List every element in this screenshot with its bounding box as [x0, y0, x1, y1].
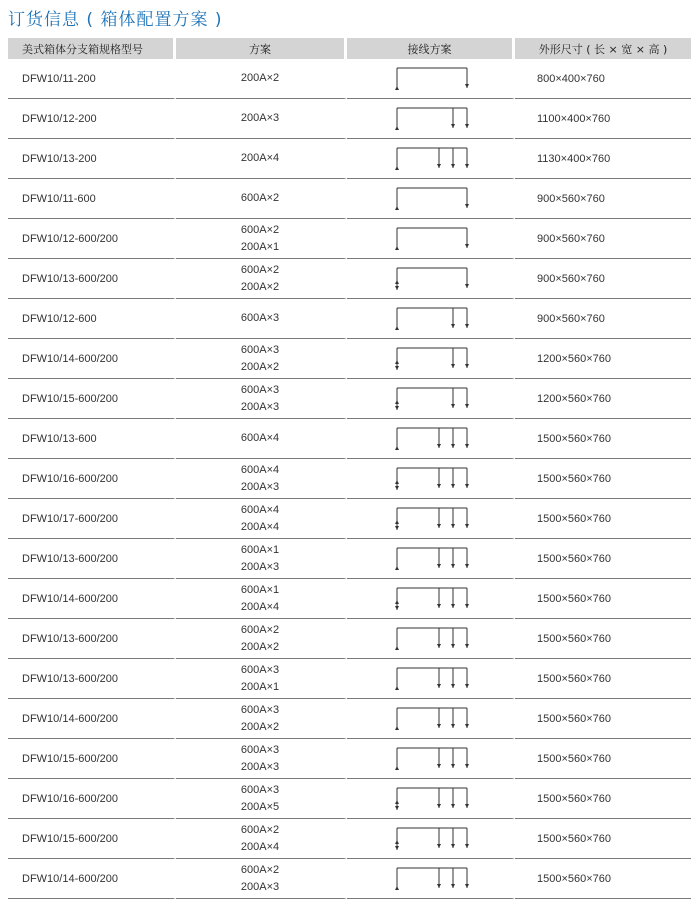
- order-table: [8, 38, 691, 899]
- wiring-arrow-up-icon: [395, 326, 399, 330]
- wiring-arrow-up-icon: [395, 206, 399, 210]
- wiring-arrow-down-icon: [465, 204, 469, 208]
- table-row: [8, 539, 691, 579]
- scheme-line: 600A×3: [240, 743, 280, 756]
- wiring-cell: [347, 699, 515, 739]
- wiring-arrow-up-icon: [395, 566, 399, 570]
- dims-cell: 1500×560×760: [515, 419, 691, 459]
- wiring-arrow-down-icon: [437, 764, 441, 768]
- scheme-line: 600A×1: [240, 583, 280, 596]
- wiring-cell: [347, 819, 515, 859]
- page-title: 订货信息 ( 箱体配置方案 ): [8, 10, 223, 30]
- wiring-diagram: [393, 544, 473, 574]
- wiring-cell: [347, 139, 515, 179]
- wiring-diagram: [393, 824, 473, 854]
- wiring-diagram: [393, 144, 473, 174]
- model-cell: DFW10/16-600/200: [8, 779, 176, 819]
- wiring-arrow-down-icon: [451, 164, 455, 168]
- dims-cell: 800×400×760: [515, 59, 691, 99]
- wiring-arrow-down-icon: [465, 804, 469, 808]
- wiring-arrow-up-icon: [395, 726, 399, 730]
- dims-cell: 1500×560×760: [515, 699, 691, 739]
- scheme-line: 200A×4: [240, 152, 280, 164]
- scheme-cell: [176, 139, 347, 179]
- scheme-line: 200A×3: [240, 880, 280, 893]
- wiring-arrow-down-icon: [395, 366, 399, 370]
- scheme-line: 200A×2: [240, 720, 280, 733]
- wiring-diagram: [393, 224, 473, 254]
- scheme-cell: [176, 699, 347, 739]
- wiring-arrow-up-icon: [395, 446, 399, 450]
- wiring-arrow-down-icon: [451, 604, 455, 608]
- wiring-arrow-down-icon: [465, 644, 469, 648]
- header-scheme: 方案: [176, 38, 347, 59]
- wiring-arrow-down-icon: [451, 524, 455, 528]
- model-cell: DFW10/15-600/200: [8, 819, 176, 859]
- wiring-diagram: [393, 744, 473, 774]
- wiring-diagram: [393, 184, 473, 214]
- wiring-diagram: [393, 784, 473, 814]
- wiring-cell: [347, 59, 515, 99]
- dims-cell: 1500×560×760: [515, 499, 691, 539]
- model-cell: DFW10/13-200: [8, 139, 176, 179]
- scheme-line: 200A×4: [240, 600, 280, 613]
- wiring-diagram: [393, 344, 473, 374]
- dims-cell: 1500×560×760: [515, 819, 691, 859]
- wiring-cell: [347, 259, 515, 299]
- dims-cell: 900×560×760: [515, 219, 691, 259]
- scheme-cell: [176, 219, 347, 259]
- wiring-arrow-down-icon: [437, 444, 441, 448]
- model-cell: DFW10/17-600/200: [8, 499, 176, 539]
- wiring-cell: [347, 539, 515, 579]
- table-header-row: [8, 38, 691, 59]
- wiring-arrow-down-icon: [395, 846, 399, 850]
- wiring-arrow-down-icon: [465, 884, 469, 888]
- wiring-arrow-down-icon: [395, 606, 399, 610]
- wiring-arrow-up-icon: [395, 360, 399, 364]
- scheme-line: 200A×5: [240, 800, 280, 813]
- header-wiring: 接线方案: [347, 38, 515, 59]
- model-cell: DFW10/13-600/200: [8, 619, 176, 659]
- wiring-cell: [347, 739, 515, 779]
- wiring-arrow-down-icon: [437, 164, 441, 168]
- wiring-arrow-down-icon: [465, 484, 469, 488]
- table-row: [8, 299, 691, 339]
- wiring-arrow-up-icon: [395, 800, 399, 804]
- scheme-cell: [176, 419, 347, 459]
- wiring-diagram: [393, 504, 473, 534]
- model-cell: DFW10/13-600/200: [8, 659, 176, 699]
- model-cell: DFW10/11-600: [8, 179, 176, 219]
- wiring-arrow-down-icon: [437, 724, 441, 728]
- scheme-line: 600A×2: [240, 863, 280, 876]
- model-cell: DFW10/12-600: [8, 299, 176, 339]
- wiring-diagram: [393, 624, 473, 654]
- wiring-diagram: [393, 64, 473, 94]
- scheme-cell: [176, 739, 347, 779]
- wiring-arrow-down-icon: [465, 444, 469, 448]
- dims-cell: 1500×560×760: [515, 619, 691, 659]
- wiring-cell: [347, 419, 515, 459]
- wiring-arrow-down-icon: [395, 526, 399, 530]
- wiring-arrow-down-icon: [465, 524, 469, 528]
- table-row: [8, 139, 691, 179]
- table-row: [8, 179, 691, 219]
- table-row: [8, 259, 691, 299]
- wiring-arrow-down-icon: [451, 884, 455, 888]
- wiring-cell: [347, 619, 515, 659]
- wiring-diagram: [393, 384, 473, 414]
- scheme-line: 200A×2: [240, 640, 280, 653]
- dims-cell: 1500×560×760: [515, 459, 691, 499]
- wiring-arrow-down-icon: [451, 644, 455, 648]
- scheme-line: 600A×3: [240, 312, 280, 324]
- table-row: [8, 499, 691, 539]
- scheme-line: 200A×3: [240, 480, 280, 493]
- wiring-arrow-down-icon: [465, 604, 469, 608]
- table-row: [8, 219, 691, 259]
- scheme-cell: [176, 619, 347, 659]
- wiring-arrow-up-icon: [395, 246, 399, 250]
- table-row: [8, 739, 691, 779]
- wiring-diagram: [393, 264, 473, 294]
- scheme-line: 600A×4: [240, 432, 280, 444]
- scheme-line: 600A×2: [240, 623, 280, 636]
- scheme-line: 200A×4: [240, 520, 280, 533]
- wiring-arrow-up-icon: [395, 166, 399, 170]
- scheme-line: 200A×3: [240, 112, 280, 124]
- table-row: [8, 59, 691, 99]
- wiring-arrow-down-icon: [465, 244, 469, 248]
- wiring-arrow-down-icon: [465, 84, 469, 88]
- wiring-diagram: [393, 664, 473, 694]
- table-row: [8, 339, 691, 379]
- wiring-arrow-down-icon: [451, 844, 455, 848]
- scheme-cell: [176, 859, 347, 899]
- wiring-arrow-down-icon: [465, 404, 469, 408]
- table-row: [8, 459, 691, 499]
- wiring-diagram: [393, 464, 473, 494]
- dims-cell: 1500×560×760: [515, 739, 691, 779]
- table-row: [8, 779, 691, 819]
- wiring-diagram: [393, 304, 473, 334]
- wiring-arrow-up-icon: [395, 686, 399, 690]
- model-cell: DFW10/16-600/200: [8, 459, 176, 499]
- scheme-cell: [176, 459, 347, 499]
- table-row: [8, 699, 691, 739]
- wiring-arrow-down-icon: [465, 564, 469, 568]
- scheme-cell: [176, 499, 347, 539]
- scheme-cell: [176, 259, 347, 299]
- wiring-arrow-up-icon: [395, 646, 399, 650]
- dims-cell: 900×560×760: [515, 259, 691, 299]
- scheme-line: 600A×2: [240, 192, 280, 204]
- wiring-arrow-down-icon: [395, 806, 399, 810]
- wiring-cell: [347, 499, 515, 539]
- wiring-arrow-down-icon: [437, 604, 441, 608]
- table-row: [8, 99, 691, 139]
- scheme-cell: [176, 659, 347, 699]
- scheme-cell: [176, 819, 347, 859]
- scheme-line: 600A×3: [240, 663, 280, 676]
- wiring-cell: [347, 299, 515, 339]
- wiring-arrow-down-icon: [465, 284, 469, 288]
- wiring-arrow-down-icon: [451, 124, 455, 128]
- scheme-line: 600A×3: [240, 343, 280, 356]
- scheme-line: 200A×4: [240, 840, 280, 853]
- scheme-line: 600A×3: [240, 703, 280, 716]
- wiring-arrow-up-icon: [395, 280, 399, 284]
- scheme-cell: [176, 59, 347, 99]
- wiring-cell: [347, 779, 515, 819]
- scheme-cell: [176, 339, 347, 379]
- wiring-arrow-down-icon: [437, 484, 441, 488]
- wiring-arrow-up-icon: [395, 840, 399, 844]
- wiring-arrow-up-icon: [395, 126, 399, 130]
- model-cell: DFW10/14-600/200: [8, 579, 176, 619]
- wiring-cell: [347, 339, 515, 379]
- wiring-arrow-down-icon: [451, 764, 455, 768]
- wiring-arrow-down-icon: [451, 364, 455, 368]
- wiring-cell: [347, 179, 515, 219]
- wiring-diagram: [393, 424, 473, 454]
- wiring-arrow-down-icon: [451, 684, 455, 688]
- dims-cell: 1100×400×760: [515, 99, 691, 139]
- table-row: [8, 619, 691, 659]
- scheme-cell: [176, 179, 347, 219]
- scheme-line: 600A×3: [240, 383, 280, 396]
- wiring-arrow-down-icon: [395, 406, 399, 410]
- wiring-arrow-down-icon: [465, 124, 469, 128]
- scheme-line: 200A×1: [240, 680, 280, 693]
- wiring-arrow-down-icon: [437, 884, 441, 888]
- wiring-arrow-down-icon: [451, 804, 455, 808]
- dims-cell: 1500×560×760: [515, 859, 691, 899]
- wiring-arrow-down-icon: [437, 564, 441, 568]
- scheme-line: 600A×2: [240, 223, 280, 236]
- wiring-arrow-down-icon: [451, 444, 455, 448]
- wiring-arrow-down-icon: [465, 844, 469, 848]
- model-cell: DFW10/13-600/200: [8, 259, 176, 299]
- dims-cell: 1200×560×760: [515, 339, 691, 379]
- scheme-cell: [176, 579, 347, 619]
- model-cell: DFW10/13-600/200: [8, 539, 176, 579]
- header-dims: 外形尺寸 ( 长 × 宽 × 高 ): [515, 38, 691, 59]
- model-cell: DFW10/15-600/200: [8, 379, 176, 419]
- dims-cell: 1500×560×760: [515, 779, 691, 819]
- scheme-line: 600A×4: [240, 503, 280, 516]
- model-cell: DFW10/14-600/200: [8, 859, 176, 899]
- scheme-line: 600A×1: [240, 543, 280, 556]
- wiring-cell: [347, 459, 515, 499]
- wiring-cell: [347, 579, 515, 619]
- wiring-arrow-down-icon: [465, 724, 469, 728]
- scheme-line: 200A×2: [240, 360, 280, 373]
- scheme-cell: [176, 299, 347, 339]
- model-cell: DFW10/12-600/200: [8, 219, 176, 259]
- wiring-arrow-down-icon: [465, 164, 469, 168]
- wiring-cell: [347, 379, 515, 419]
- dims-cell: 1200×560×760: [515, 379, 691, 419]
- model-cell: DFW10/11-200: [8, 59, 176, 99]
- wiring-arrow-down-icon: [437, 524, 441, 528]
- table-row: [8, 379, 691, 419]
- scheme-line: 200A×3: [240, 760, 280, 773]
- scheme-line: 200A×2: [240, 72, 280, 84]
- wiring-cell: [347, 659, 515, 699]
- table-row: [8, 579, 691, 619]
- scheme-cell: [176, 379, 347, 419]
- dims-cell: 1130×400×760: [515, 139, 691, 179]
- scheme-line: 200A×2: [240, 280, 280, 293]
- wiring-diagram: [393, 864, 473, 894]
- scheme-line: 600A×3: [240, 783, 280, 796]
- wiring-arrow-down-icon: [451, 404, 455, 408]
- wiring-arrow-up-icon: [395, 766, 399, 770]
- wiring-arrow-down-icon: [451, 324, 455, 328]
- wiring-diagram: [393, 104, 473, 134]
- wiring-arrow-up-icon: [395, 520, 399, 524]
- scheme-line: 600A×2: [240, 263, 280, 276]
- model-cell: DFW10/14-600/200: [8, 699, 176, 739]
- dims-cell: 900×560×760: [515, 299, 691, 339]
- scheme-line: 200A×3: [240, 560, 280, 573]
- dims-cell: 1500×560×760: [515, 579, 691, 619]
- wiring-arrow-up-icon: [395, 886, 399, 890]
- wiring-arrow-up-icon: [395, 400, 399, 404]
- wiring-cell: [347, 219, 515, 259]
- scheme-cell: [176, 779, 347, 819]
- dims-cell: 1500×560×760: [515, 539, 691, 579]
- wiring-arrow-up-icon: [395, 480, 399, 484]
- table-row: [8, 819, 691, 859]
- wiring-arrow-down-icon: [451, 724, 455, 728]
- table-row: [8, 659, 691, 699]
- scheme-cell: [176, 99, 347, 139]
- model-cell: DFW10/15-600/200: [8, 739, 176, 779]
- scheme-cell: [176, 539, 347, 579]
- wiring-arrow-down-icon: [395, 286, 399, 290]
- wiring-arrow-down-icon: [437, 684, 441, 688]
- wiring-diagram: [393, 584, 473, 614]
- table-row: [8, 859, 691, 899]
- wiring-arrow-down-icon: [451, 564, 455, 568]
- table-row: [8, 419, 691, 459]
- wiring-arrow-down-icon: [437, 644, 441, 648]
- scheme-line: 600A×4: [240, 463, 280, 476]
- wiring-arrow-down-icon: [437, 804, 441, 808]
- wiring-arrow-up-icon: [395, 86, 399, 90]
- model-cell: DFW10/14-600/200: [8, 339, 176, 379]
- wiring-arrow-down-icon: [465, 364, 469, 368]
- wiring-arrow-down-icon: [437, 844, 441, 848]
- scheme-line: 200A×1: [240, 240, 280, 253]
- dims-cell: 900×560×760: [515, 179, 691, 219]
- model-cell: DFW10/13-600: [8, 419, 176, 459]
- header-model: 美式箱体分支箱规格型号: [8, 38, 176, 59]
- wiring-arrow-down-icon: [465, 324, 469, 328]
- wiring-diagram: [393, 704, 473, 734]
- model-cell: DFW10/12-200: [8, 99, 176, 139]
- wiring-cell: [347, 99, 515, 139]
- wiring-cell: [347, 859, 515, 899]
- scheme-line: 200A×3: [240, 400, 280, 413]
- wiring-arrow-down-icon: [465, 684, 469, 688]
- wiring-arrow-down-icon: [465, 764, 469, 768]
- dims-cell: 1500×560×760: [515, 659, 691, 699]
- wiring-arrow-down-icon: [451, 484, 455, 488]
- wiring-arrow-down-icon: [395, 486, 399, 490]
- scheme-line: 600A×2: [240, 823, 280, 836]
- wiring-arrow-up-icon: [395, 600, 399, 604]
